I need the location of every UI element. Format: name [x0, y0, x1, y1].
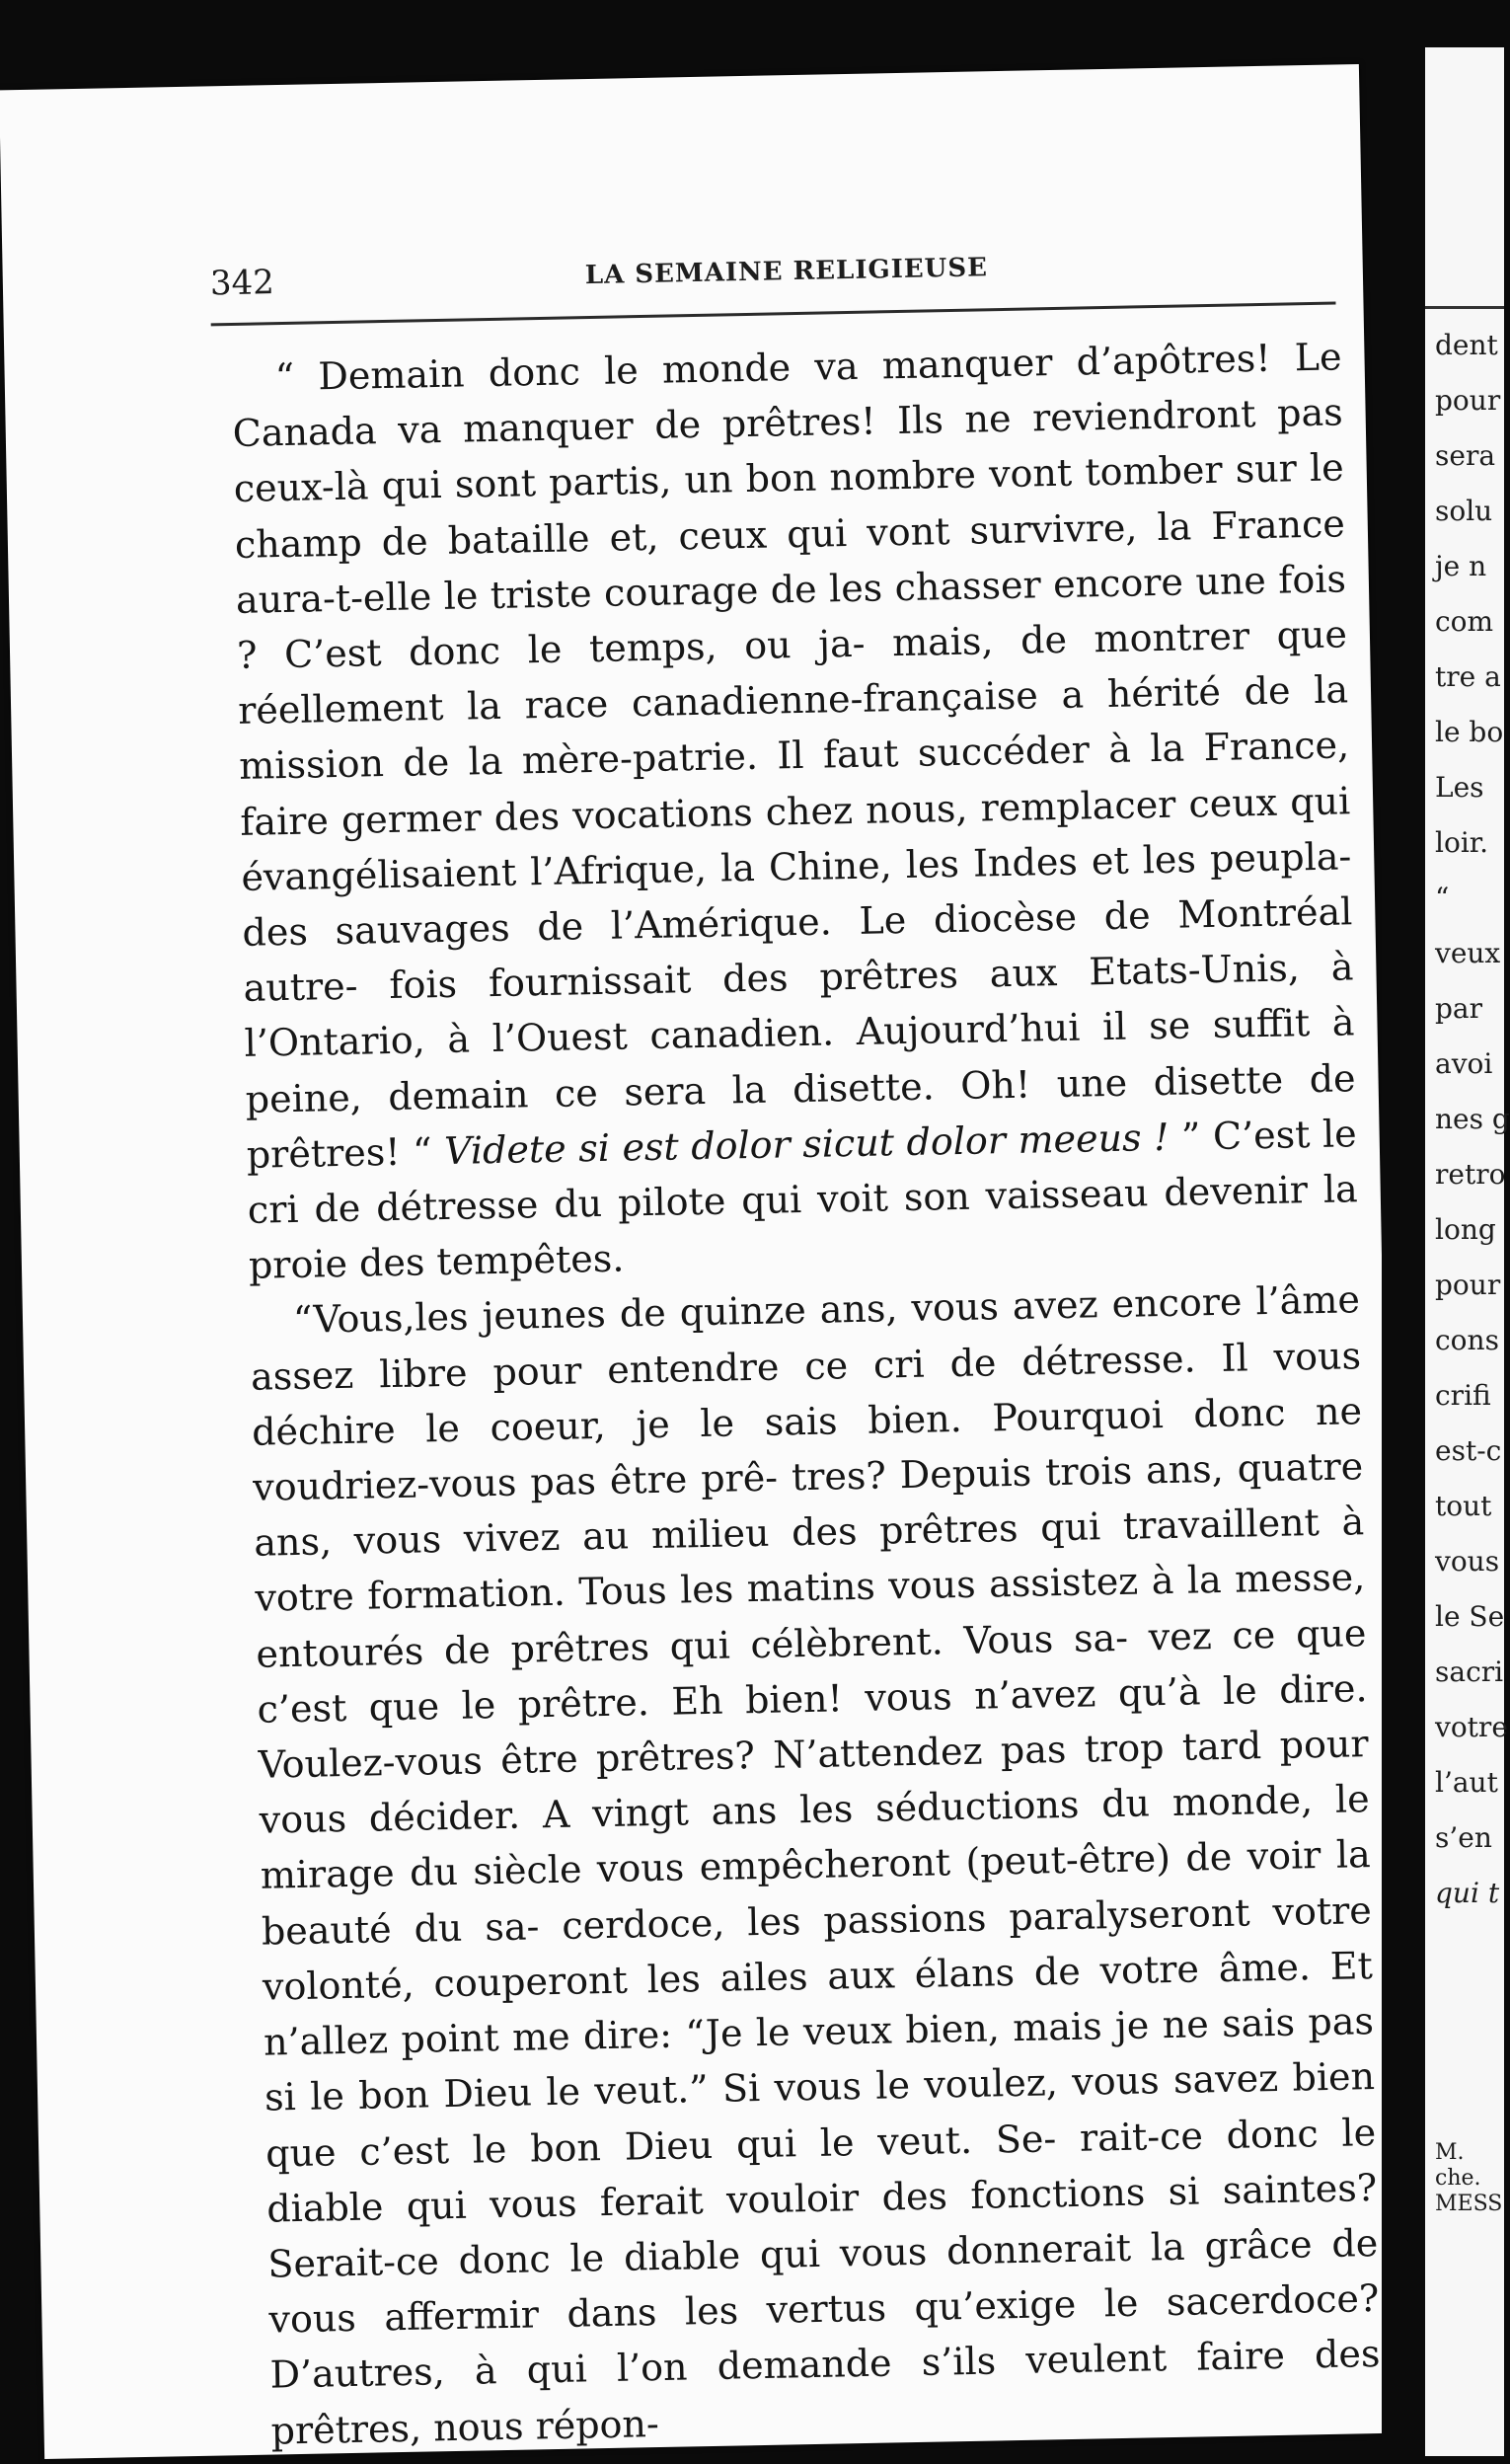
adjacent-fragment: MESS [1435, 2192, 1503, 2216]
adjacent-fragment: pour [1435, 384, 1501, 417]
page-number: 342 [209, 263, 275, 304]
adjacent-fragment: s’en [1435, 1821, 1492, 1854]
running-title: LA SEMAINE RELIGIEUSE [584, 253, 989, 291]
adjacent-fragment: le Se [1435, 1600, 1505, 1633]
adjacent-fragment: tout [1435, 1490, 1492, 1522]
paragraph-1 [231, 329, 1359, 1293]
paragraph-1-text-b: ” C’est le cri de détresse du pilote qui voit son vaisseau devenir la proie des tempêtes. [247, 1112, 1359, 1288]
book-page [0, 64, 1404, 2459]
body-text [231, 329, 1382, 2458]
adjacent-fragment: sacri [1435, 1656, 1504, 1688]
latin-quote: Videte si est dolor sicut dolor meeus ! [443, 1115, 1170, 1173]
adjacent-fragment: retro [1435, 1158, 1506, 1191]
adjacent-fragment: est-c [1435, 1434, 1502, 1467]
paragraph-2 [250, 1272, 1382, 2459]
adjacent-fragment: dent [1435, 329, 1498, 361]
adjacent-fragment: M. [1435, 2140, 1465, 2165]
adjacent-fragment: je n [1435, 550, 1487, 582]
adjacent-fragment: vous [1435, 1545, 1500, 1578]
adjacent-fragment: par [1435, 992, 1483, 1025]
page-header [209, 234, 1335, 315]
adjacent-fragment: avoi [1435, 1047, 1493, 1080]
adjacent-fragment: sera [1435, 439, 1496, 472]
page-gutter [1382, 59, 1425, 2464]
adjacent-fragment: “ [1435, 882, 1450, 914]
paragraph-1-text-a: “ Demain donc le monde va manquer d’apôtres! Le Canada va manquer de prêtres! Ils ne reviendront pas ceux-là qui sont partis, un bon nombre vont tomber sur le champ de bataille et, ceux qui vont survivre, la France aura-t-elle le triste courage de les chasser encore une fois ? C’est donc le temps, ou ja- mais, de montrer que réellement la race canadienne-française a hérité de la mission de la mère-patrie. Il faut succéder à la France, faire germer des vocations chez nous, remplacer ceux qui évangélisaient l’Afrique, la Chine, les Indes et les peupla- des sauvages de l’Amérique. Le diocèse de Montréal autre- fois fournissait des prêtres aux Etats-Unis, à l’Ontario, à l’Ouest canadien. Aujourd’hui il se suffit à peine, demain ce sera la disette. Oh! une disette de prêtres! “ [232, 335, 1356, 1177]
adjacent-fragment: Les [1435, 771, 1484, 804]
adjacent-fragment: qui t [1435, 1877, 1500, 1909]
adjacent-fragment: l’aut [1435, 1766, 1498, 1799]
adjacent-page-edge [1425, 47, 1510, 2456]
adjacent-fragment: nes g [1435, 1103, 1510, 1135]
adjacent-page-rule [1425, 306, 1504, 309]
adjacent-fragment: votre [1435, 1711, 1508, 1743]
adjacent-fragment: crifi [1435, 1379, 1491, 1412]
adjacent-fragment: long [1435, 1213, 1496, 1246]
adjacent-fragment: tre a [1435, 660, 1501, 693]
adjacent-fragment: pour [1435, 1269, 1501, 1301]
adjacent-fragment: le bo [1435, 716, 1504, 748]
adjacent-fragment: cons [1435, 1324, 1499, 1356]
adjacent-fragment: loir. [1435, 826, 1488, 859]
adjacent-fragment: veux [1435, 937, 1501, 969]
adjacent-fragment: solu [1435, 495, 1493, 527]
adjacent-fragment: com [1435, 605, 1494, 638]
paragraph-2-text: “Vous,les jeunes de quinze ans, vous avez encore l’âme assez libre pour entendre ce cri de détresse. Il vous déchire le coeur, je le sais bien. Pourquoi donc ne voudriez-vous pas être prê- tres? Depuis trois ans, quatre ans, vous vivez au milieu des prêtres qui travaillent à votre formation. Tous les matins vous assistez à la messe, entourés de prêtres qui célèbrent. Vous sa- vez ce que c’est que le prêtre. Eh bien! vous n’avez qu’à le dire. Voulez-vous être prêtres? N’attendez pas trop tard pour vous décider. A vingt ans les séductions du monde, le mirage du siècle vous empêcheront (peut-être) de voir la beauté du sa- cerdoce, les passions paralyseront votre volonté, couperont les ailes aux élans de votre âme. Et n’allez point me dire: “Je le veux bien, mais je ne sais pas si le bon Dieu le veut.” Si vous le voulez, vous savez bien que c’est le bon Dieu qui le veut. Se- rait-ce donc le diable qui vous ferait vouloir des fonctions si saintes? Serait-ce donc le diable qui vous donnerait la grâce de vous affermir dans les vertus qu’exige le sacerdoce? D’autres, à qui l’on demande s’ils veulent faire des prêtres, nous répon- [250, 1277, 1381, 2453]
adjacent-fragment: che. [1435, 2166, 1481, 2191]
